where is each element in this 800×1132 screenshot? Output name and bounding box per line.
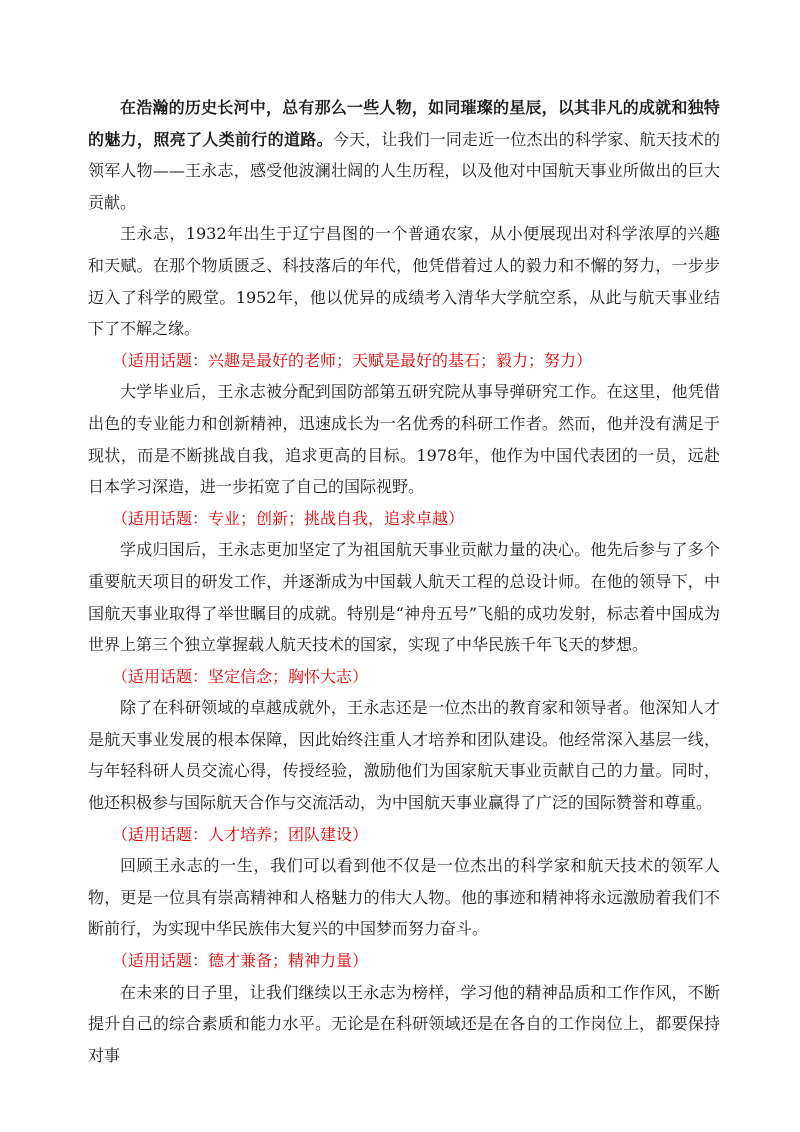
paragraph-future: 在未来的日子里，让我们继续以王永志为榜样，学习他的精神品质和工作作风，不断提升自己的综合素质和能力水平。无论是在科研领域还是在各自的工作岗位上，都要保持对事 [88, 982, 720, 1065]
intro-text: 今天，让我们一同走近一位杰出的科学家、航天技术的领军人物——王永志，感受他波澜壮阔的人生历程，以及他对中国航天事业所做出的巨大贡献。 [88, 129, 720, 212]
topic-note-3: （适用话题：坚定信念；胸怀大志） [112, 666, 369, 686]
topic-note-4: （适用话题：人才培养；团队建设） [112, 824, 369, 844]
topic-note-2: （适用话题：专业；创新；挑战自我，追求卓越） [112, 508, 465, 528]
paragraph-early-life: 王永志，1932年出生于辽宁昌图的一个普通农家，从小便展现出对科学浓厚的兴趣和天赋。在那个物质匮乏、科技落后的年代，他凭借着过人的毅力和不懈的努力，一步步迈入了科学的殿堂。1952年，他以优异的成绩考入清华大学航空系，从此与航天事业结下了不解之缘。 [88, 224, 720, 339]
topic-note-1: （适用话题：兴趣是最好的老师；天赋是最好的基石；毅力；努力） [112, 350, 593, 370]
intro-bold-text: 在浩瀚的历史长河中，总有那么一些人物，如同璀璨的星辰，以其非凡的成就和独特的魅力，照亮了人类前行的道路。 [88, 98, 720, 149]
paragraph-education-leadership: 除了在科研领域的卓越成就外，王永志还是一位杰出的教育家和领导者。他深知人才是航天事业发展的根本保障，因此始终注重人才培养和团队建设。他经常深入基层一线，与年轻科研人员交流心得，传授经验，激励他们为国家航天事业贡献自己的力量。同时，他还积极参与国际航天合作与交流活动，为中国航天事业赢得了广泛的国际赞誉和尊重。 [88, 698, 720, 813]
paragraph-space-program: 学成归国后，王永志更加坚定了为祖国航天事业贡献力量的决心。他先后参与了多个重要航天项目的研发工作，并逐渐成为中国载人航天工程的总设计师。在他的领导下，中国航天事业取得了举世瞩目的成就。特别是“神舟五号”飞船的成功发射，标志着中国成为世界上第三个独立掌握载人航天技术的国家，实现了中华民族千年飞天的梦想。 [88, 540, 720, 655]
document-body [88, 92, 720, 1071]
topic-note-5: （适用话题：德才兼备；精神力量） [112, 951, 369, 971]
intro-paragraph [88, 92, 720, 218]
paragraph-review: 回顾王永志的一生，我们可以看到他不仅是一位杰出的科学家和航天技术的领军人物，更是一位具有崇高精神和人格魅力的伟大人物。他的事迹和精神将永远激励着我们不断前行，为实现中华民族伟大复兴的中国梦而努力奋斗。 [88, 856, 720, 939]
paragraph-career: 大学毕业后，王永志被分配到国防部第五研究院从事导弹研究工作。在这里，他凭借出色的专业能力和创新精神，迅速成长为一名优秀的科研工作者。然而，他并没有满足于现状，而是不断挑战自我，追求更高的目标。1978年，他作为中国代表团的一员，远赴日本学习深造，进一步拓宽了自己的国际视野。 [88, 382, 720, 497]
